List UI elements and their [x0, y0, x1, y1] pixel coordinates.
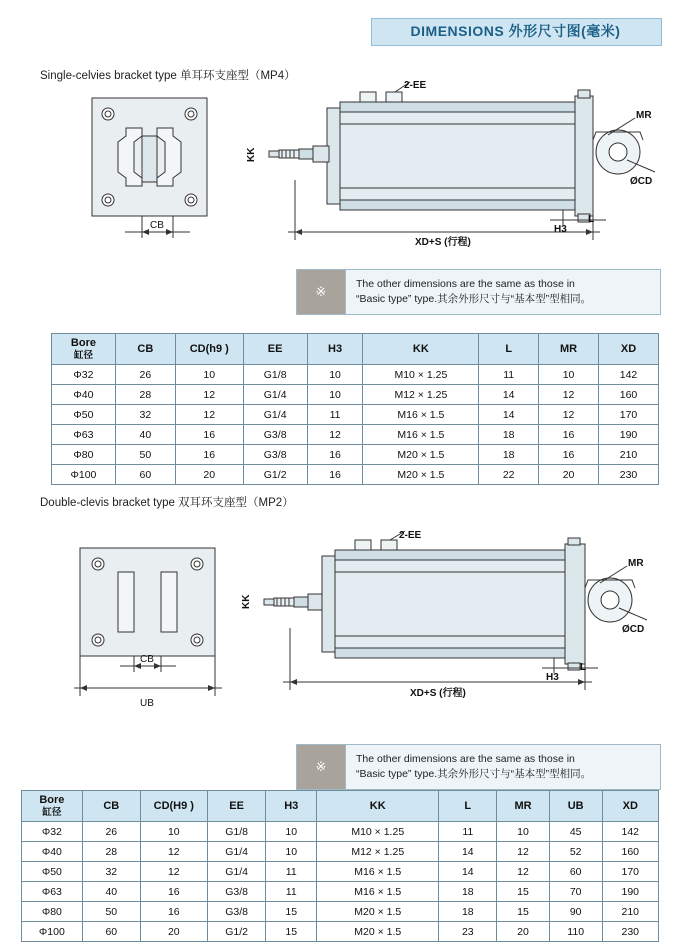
- table-row: [52, 405, 659, 425]
- th-bore: Bore 缸径: [52, 334, 116, 365]
- table-row: [22, 882, 659, 902]
- svg-text:H3: H3: [546, 672, 559, 683]
- cell-cb: 28: [115, 385, 175, 405]
- cell-l: 14: [479, 405, 539, 425]
- cell-cb: 50: [82, 902, 140, 922]
- th-kk: KK: [317, 791, 439, 822]
- cell-cd: 12: [140, 842, 207, 862]
- cell-xd: 230: [602, 922, 658, 942]
- cell-kk: M16 × 1.5: [317, 862, 439, 882]
- cell-ub: 110: [549, 922, 602, 942]
- cell-bore: Φ63: [52, 425, 116, 445]
- cell-bore: Φ40: [52, 385, 116, 405]
- cell-ee: G1/4: [207, 842, 266, 862]
- table-row: [52, 445, 659, 465]
- cell-kk: M20 × 1.5: [363, 465, 479, 485]
- svg-text:CB: CB: [140, 654, 154, 665]
- cell-kk: M16 × 1.5: [363, 425, 479, 445]
- th-mr: MR: [497, 791, 550, 822]
- cell-cb: 28: [82, 842, 140, 862]
- cell-h3: 11: [266, 862, 317, 882]
- cell-mr: 10: [497, 822, 550, 842]
- cell-xd: 170: [599, 405, 659, 425]
- cell-h3: 15: [266, 902, 317, 922]
- cell-mr: 20: [539, 465, 599, 485]
- note-mark-icon: ※: [297, 270, 346, 314]
- table-header-row: [22, 791, 659, 822]
- svg-text:ØCD: ØCD: [630, 176, 653, 187]
- cell-l: 14: [479, 385, 539, 405]
- cell-h3: 10: [266, 842, 317, 862]
- cell-mr: 12: [497, 842, 550, 862]
- table-row: [22, 822, 659, 842]
- cell-cb: 26: [115, 365, 175, 385]
- cell-ub: 52: [549, 842, 602, 862]
- cell-kk: M16 × 1.5: [317, 882, 439, 902]
- th-bore: Bore 缸径: [22, 791, 83, 822]
- cell-mr: 16: [539, 425, 599, 445]
- cell-cb: 40: [82, 882, 140, 902]
- cell-xd: 190: [602, 882, 658, 902]
- cell-mr: 12: [497, 862, 550, 882]
- cell-cd: 16: [140, 902, 207, 922]
- cell-ee: G1/8: [207, 822, 266, 842]
- svg-text:KK: KK: [241, 594, 252, 609]
- cell-cd: 20: [175, 465, 243, 485]
- section-title-mp4: Single-celvies bracket type 单耳环支座型（MP4）: [40, 70, 296, 82]
- th-cb: CB: [115, 334, 175, 365]
- cell-mr: 12: [539, 385, 599, 405]
- note-text: [346, 745, 660, 789]
- cell-cd: 10: [140, 822, 207, 842]
- cell-ee: G1/4: [207, 862, 266, 882]
- note-box-mp4: [296, 269, 661, 315]
- svg-text:XD+S (行程): XD+S (行程): [410, 688, 466, 699]
- note-line-2: “Basic type” type.其余外形尺寸与“基本型”型相同。: [356, 768, 592, 780]
- svg-text:XD+S (行程): XD+S (行程): [415, 237, 471, 248]
- cell-l: 18: [439, 882, 497, 902]
- cell-h3: 11: [307, 405, 363, 425]
- cell-cd: 16: [175, 425, 243, 445]
- cell-ee: G1/2: [207, 922, 266, 942]
- table-row: [22, 922, 659, 942]
- cell-ub: 60: [549, 862, 602, 882]
- drawing-mp2: [30, 530, 660, 715]
- cell-l: 22: [479, 465, 539, 485]
- cell-cd: 16: [140, 882, 207, 902]
- cell-xd: 160: [599, 385, 659, 405]
- cell-ee: G3/8: [243, 445, 307, 465]
- th-ub: UB: [549, 791, 602, 822]
- cell-h3: 16: [307, 465, 363, 485]
- th-mr: MR: [539, 334, 599, 365]
- cell-l: 18: [479, 425, 539, 445]
- cell-kk: M16 × 1.5: [363, 405, 479, 425]
- cell-ee: G1/4: [243, 385, 307, 405]
- cell-mr: 10: [539, 365, 599, 385]
- cell-bore: Φ100: [52, 465, 116, 485]
- cell-l: 18: [439, 902, 497, 922]
- cell-bore: Φ50: [22, 862, 83, 882]
- cell-h3: 15: [266, 922, 317, 942]
- svg-text:MR: MR: [628, 558, 644, 569]
- cell-bore: Φ40: [22, 842, 83, 862]
- th-cd: CD(H9 ): [140, 791, 207, 822]
- note-line-2: “Basic type” type.其余外形尺寸与“基本型”型相同。: [356, 293, 592, 305]
- svg-text:2-EE: 2-EE: [399, 530, 422, 541]
- th-cd: CD(h9 ): [175, 334, 243, 365]
- table-row: [52, 465, 659, 485]
- section-title-mp2: Double-clevis bracket type 双耳环支座型（MP2）: [40, 497, 294, 509]
- cell-mr: 12: [539, 405, 599, 425]
- cell-kk: M10 × 1.25: [317, 822, 439, 842]
- note-box-mp2: [296, 744, 661, 790]
- cell-xd: 160: [602, 842, 658, 862]
- cell-kk: M12 × 1.25: [363, 385, 479, 405]
- cell-cd: 12: [140, 862, 207, 882]
- cell-xd: 190: [599, 425, 659, 445]
- table-header-row: [52, 334, 659, 365]
- cell-ee: G3/8: [207, 882, 266, 902]
- cell-xd: 210: [599, 445, 659, 465]
- cell-bore: Φ50: [52, 405, 116, 425]
- cell-cb: 60: [82, 922, 140, 942]
- cell-l: 11: [439, 822, 497, 842]
- cell-cd: 16: [175, 445, 243, 465]
- svg-text:CB: CB: [150, 220, 164, 231]
- cell-bore: Φ80: [22, 902, 83, 922]
- dimensions-table-mp4: [51, 333, 659, 485]
- th-kk: KK: [363, 334, 479, 365]
- cell-bore: Φ32: [22, 822, 83, 842]
- cell-ub: 70: [549, 882, 602, 902]
- cell-cb: 50: [115, 445, 175, 465]
- drawing-mp4: [30, 80, 660, 260]
- svg-text:MR: MR: [636, 110, 652, 121]
- th-l: L: [439, 791, 497, 822]
- th-cb: CB: [82, 791, 140, 822]
- cell-cb: 26: [82, 822, 140, 842]
- cell-xd: 142: [599, 365, 659, 385]
- cell-cd: 20: [140, 922, 207, 942]
- cell-cb: 32: [82, 862, 140, 882]
- cell-cb: 40: [115, 425, 175, 445]
- cell-ee: G1/4: [243, 405, 307, 425]
- cell-kk: M12 × 1.25: [317, 842, 439, 862]
- cell-cd: 12: [175, 405, 243, 425]
- th-xd: XD: [599, 334, 659, 365]
- cell-ub: 45: [549, 822, 602, 842]
- cell-mr: 16: [539, 445, 599, 465]
- note-mark-icon: ※: [297, 745, 346, 789]
- svg-text:L: L: [588, 214, 595, 225]
- th-h3: H3: [266, 791, 317, 822]
- cell-bore: Φ32: [52, 365, 116, 385]
- svg-text:UB: UB: [140, 698, 154, 709]
- cell-h3: 10: [307, 385, 363, 405]
- cell-l: 14: [439, 842, 497, 862]
- table-row: [22, 862, 659, 882]
- cell-mr: 15: [497, 882, 550, 902]
- cell-xd: 170: [602, 862, 658, 882]
- cell-mr: 20: [497, 922, 550, 942]
- svg-text:ØCD: ØCD: [622, 624, 645, 635]
- svg-text:H3: H3: [554, 224, 567, 235]
- th-ee: EE: [243, 334, 307, 365]
- th-ee: EE: [207, 791, 266, 822]
- cell-ub: 90: [549, 902, 602, 922]
- table-row: [52, 425, 659, 445]
- cell-kk: M20 × 1.5: [363, 445, 479, 465]
- cell-h3: 11: [266, 882, 317, 902]
- cell-l: 23: [439, 922, 497, 942]
- cell-ee: G3/8: [207, 902, 266, 922]
- svg-text:L: L: [580, 662, 587, 673]
- cell-cd: 12: [175, 385, 243, 405]
- note-line-1: The other dimensions are the same as those in: [356, 278, 575, 290]
- cell-cd: 10: [175, 365, 243, 385]
- cell-cb: 60: [115, 465, 175, 485]
- cell-cb: 32: [115, 405, 175, 425]
- cell-l: 14: [439, 862, 497, 882]
- cell-bore: Φ100: [22, 922, 83, 942]
- cell-kk: M10 × 1.25: [363, 365, 479, 385]
- table-row: [22, 842, 659, 862]
- cell-ee: G1/8: [243, 365, 307, 385]
- cell-h3: 16: [307, 445, 363, 465]
- cell-ee: G1/2: [243, 465, 307, 485]
- cell-h3: 12: [307, 425, 363, 445]
- cell-xd: 142: [602, 822, 658, 842]
- table-row: [52, 365, 659, 385]
- cell-bore: Φ80: [52, 445, 116, 465]
- cell-bore: Φ63: [22, 882, 83, 902]
- note-text: [346, 270, 660, 314]
- th-l: L: [479, 334, 539, 365]
- note-line-1: The other dimensions are the same as those in: [356, 753, 575, 765]
- th-h3: H3: [307, 334, 363, 365]
- th-xd: XD: [602, 791, 658, 822]
- table-row: [22, 902, 659, 922]
- cell-mr: 15: [497, 902, 550, 922]
- table-row: [52, 385, 659, 405]
- cell-h3: 10: [307, 365, 363, 385]
- svg-text:KK: KK: [246, 147, 257, 162]
- cell-xd: 230: [599, 465, 659, 485]
- cell-xd: 210: [602, 902, 658, 922]
- cell-kk: M20 × 1.5: [317, 922, 439, 942]
- cell-h3: 10: [266, 822, 317, 842]
- svg-text:2-EE: 2-EE: [404, 80, 427, 91]
- cell-kk: M20 × 1.5: [317, 902, 439, 922]
- cell-ee: G3/8: [243, 425, 307, 445]
- cell-l: 11: [479, 365, 539, 385]
- cell-l: 18: [479, 445, 539, 465]
- page-title: DIMENSIONS 外形尺寸图(毫米): [410, 23, 621, 39]
- dimensions-table-mp2: [21, 790, 659, 942]
